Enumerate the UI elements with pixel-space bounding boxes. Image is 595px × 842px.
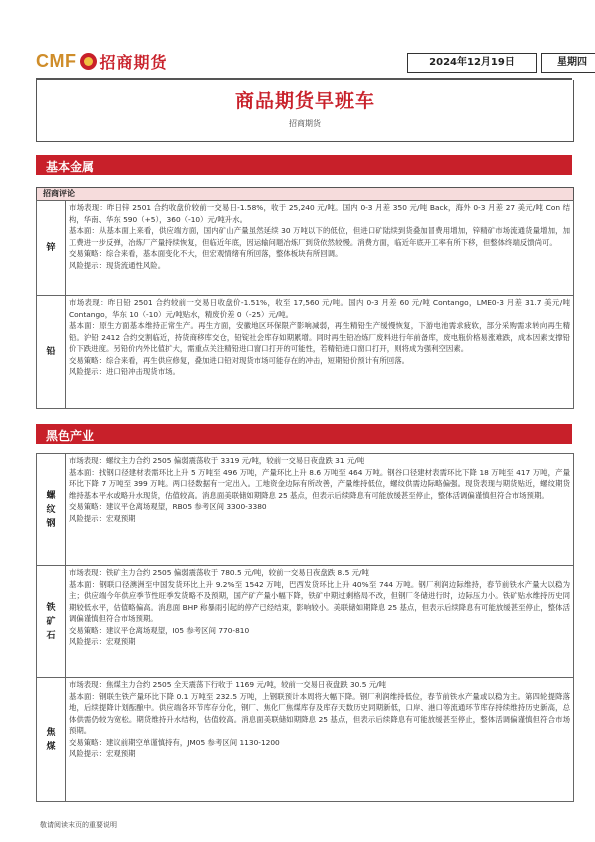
comment-bar-label: 招商评论 — [43, 189, 75, 198]
report-date: 2024年12月19日 — [407, 53, 537, 73]
risk-warning: 风险提示：宏观预期 — [69, 513, 136, 523]
market-performance: 市场表现：焦煤主力合约 2505 全天震荡下行收于 1169 元/吨，较前一交易日夜盘跌 30.5 元/吨 — [69, 680, 387, 689]
trading-strategy: 交易策略：建议平仓离场观望，RB05 参考区间 3300-3380 — [69, 502, 267, 511]
logo-emblem-icon — [80, 53, 97, 70]
page-header — [36, 48, 587, 76]
section-title: 黑色产业 — [46, 429, 95, 443]
section-header-ferrous — [36, 424, 572, 444]
commodity-analysis — [66, 678, 574, 802]
commodity-analysis — [66, 566, 574, 678]
base-metals-table — [36, 200, 574, 409]
page-subtitle: 招商期货 — [289, 119, 321, 128]
trading-strategy: 交易策略：建议前期空单谨慎持有，JM05 参考区间 1130-1200 — [69, 737, 280, 747]
commodity-label: 焦煤 — [37, 678, 66, 802]
market-performance: 市场表现：螺纹主力合约 2505 偏弱震荡收于 3319 元/吨，较前一交易日夜盘跌 31 元/吨 — [69, 456, 365, 465]
table-row — [37, 678, 574, 802]
trading-strategy: 交易策略：建议平仓离场观望，I05 参考区间 770-810 — [69, 625, 250, 635]
fundamentals: 基本面：钢联生铁产量环比下降 0.1 万吨至 232.5 万吨，上钢联预计本周将大幅下降。钢厂利润维持低位，春节前铁水产量或以稳为主。第四轮提降落地，后续提降计划酝酿中。供应端各环节库存分化，钢厂、焦化厂焦煤库存及库存天数历史同期新低，口岸、港口等流通环节库存持续维持历史新高，总体供需仍较为宽松。期货维持升水结构，估值较高。消息面美联储如期降息 25 基点，但表示后续降息有可能放缓甚至停止，整体活调偏谨慎但符合市场预期。 — [69, 691, 570, 735]
commodity-analysis — [66, 454, 574, 566]
fundamentals: 基本面：原生方面基本维持正常生产。再生方面，安徽地区环保限产影响减弱，再生精铅生产缓慢恢复，下游电池需求疲软，部分采购需求转向再生精铅。沪铅 2412 合约交割临近，持货商移库交仓，铅锭社会库存如期累增。同时再生铅冶炼厂废料进行年前备库，废电瓶价格易涨难跌，成本因素支撑铅价下跌进度。另铅价内外比值扩大，需重点关注精铅进口窗口打开的可能性，若精铅进口窗口打开，则将成为强利空因素。 — [69, 321, 570, 353]
company-logo — [36, 50, 168, 73]
report-weekday: 星期四 — [541, 53, 595, 73]
risk-warning: 风险提示：宏观预期 — [69, 749, 136, 758]
risk-warning: 风险提示：宏观预期 — [69, 637, 136, 646]
commodity-label: 铅 — [37, 296, 66, 409]
trading-strategy: 交易策略：综合来看，基本面变化不大，但宏观情绪有所回落，整体板块有所回调。 — [69, 249, 343, 258]
logo-cmf-text: CMF — [36, 51, 77, 71]
commodity-analysis — [66, 296, 574, 409]
comment-bar — [36, 187, 574, 201]
commodity-label: 螺纹钢 — [37, 454, 66, 566]
commodity-label: 铁矿石 — [37, 566, 66, 678]
market-performance: 市场表现：昨日锌 2501 合约收盘价较前一交易日-1.58%，收于 25,240 元/吨。国内 0-3 月差 350 元/吨 Back，海外 0-3 月差 27 美元/吨 Con 结构，华南、华东 590（+5），360（-10）元/吨升水。 — [69, 203, 570, 224]
market-performance: 市场表现：昨日铅 2501 合约较前一交易日收盘价-1.51%，收至 17,560 元/吨。国内 0-3 月差 60 元/吨 Contango，LME0-3 月差 31.7 美元/吨 Contango，华东 10（-10）元/吨贴水，精废价差 0（-25）元/吨。 — [69, 298, 570, 319]
commodity-label: 锌 — [37, 201, 66, 296]
table-row — [37, 566, 574, 678]
trading-strategy: 交易策略：综合来看，再生供应修复，叠加进口铅对现货市场可能存在的冲击，短期铅价预计有所回落。 — [69, 355, 409, 365]
commodity-analysis — [66, 201, 574, 296]
table-row — [37, 454, 574, 566]
table-row — [37, 201, 574, 296]
ferrous-table — [36, 453, 574, 802]
fundamentals: 基本面：找钢口径建材表需环比上升 5 万吨至 496 万吨，产量环比上升 8.6 万吨至 464 万吨。钢谷口径建材表需环比下降 18 万吨至 417 万吨，产量环比下降 7 万吨至 399 万吨。两口径数据有一定出入。工地资金边际有所改善，产量维持低位，螺纹供需边际略偏强。现货表现与期货贴近，螺纹期货维持基本平水或略升水现货，估值较高。消息面美联储如期降息 25 基点，但表示后续降息有可能放缓甚至停止，整体活调偏谨慎但符合市场预期。 — [69, 467, 570, 500]
title-box — [36, 80, 574, 142]
disclaimer-footnote: 敬请阅读末页的重要说明 — [40, 821, 117, 829]
page-title: 商品期货早班车 — [234, 90, 375, 112]
market-performance: 市场表现：铁矿主力合约 2505 偏弱震荡收于 780.5 元/吨，较前一交易日夜盘跌 8.5 元/吨 — [69, 568, 369, 577]
fundamentals: 基本面：从基本面上来看，供应端方面，国内矿山产量虽然延续 30 万吨以下的低位，但进口矿陆续到货叠加冒费用增加，锌精矿市场流通货量增加，加工费进一步反弹，冶炼厂产量持续恢复，但临近年底，因运输问题冶炼厂到货依然较慢。消费方面，临近年底开工率有所下移，但整体终端反馈尚可。 — [69, 226, 570, 247]
risk-warning: 风险提示：进口铅冲击现货市场。 — [69, 367, 180, 376]
section-title: 基本金属 — [46, 160, 95, 174]
logo-company-name: 招商期货 — [99, 53, 168, 72]
section-header-base-metals — [36, 155, 572, 175]
table-row — [37, 296, 574, 409]
fundamentals: 基本面：钢联口径澳洲至中国发货环比上升 9.2%至 1542 万吨，巴西发货环比上升 40%至 744 万吨。钢厂利润边际维持，春节前铁水产量大以稳为主；供应端今年供应季节性旺季发货略不及预期，国产矿产量小幅下降，铁矿中期过剩格局不改，但钢厂冬储进行时，边际压力小。铁矿贴水维持历史同期较低水平，估值略偏高。消息面 BHP 称暴雨引起的停产已经结束，影响较小。美联储如期降息 25 基点，但表示后续降息有可能放缓甚至停止，整体活调偏谨慎但符合市场预期。 — [69, 579, 570, 623]
risk-warning: 风险提示：现货流通性风险。 — [69, 260, 166, 270]
